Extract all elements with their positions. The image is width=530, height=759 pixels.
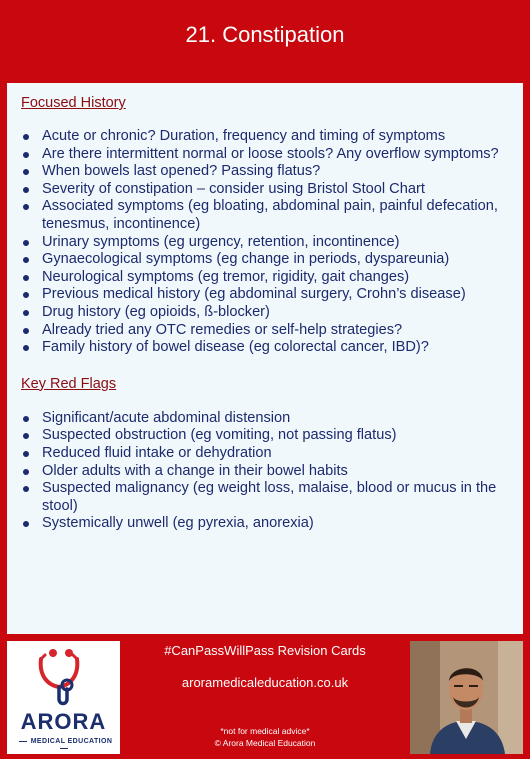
- red-flag-item-text: Significant/acute abdominal distension: [42, 409, 291, 426]
- history-item-text: Acute or chronic? Duration, frequency and timing of symptoms: [42, 128, 446, 144]
- content-card: [7, 83, 523, 634]
- history-item-text: Associated symptoms (eg bloating, abdominal pain, painful defecation, tenesmus, incontinence): [42, 198, 498, 232]
- section-heading-red-flags: Key Red Flags: [21, 375, 117, 392]
- bullet-icon: [23, 152, 29, 158]
- arora-logo: [7, 641, 120, 754]
- history-item: [21, 322, 509, 340]
- bullet-icon: [23, 521, 29, 527]
- history-item: [21, 304, 509, 322]
- history-item-text: Are there intermittent normal or loose stools? Any overflow symptoms?: [42, 145, 499, 162]
- history-item-text: Family history of bowel disease (eg colorectal cancer, IBD)?: [42, 339, 429, 356]
- history-item-text: When bowels last opened? Passing flatus?: [42, 163, 321, 180]
- disclaimer-text: *not for medical advice*: [220, 726, 310, 736]
- red-flag-item: [21, 445, 509, 463]
- red-flag-item-text: Older adults with a change in their bowel habits: [42, 462, 348, 479]
- history-item: [21, 251, 509, 269]
- bullet-icon: [23, 275, 29, 281]
- history-item: [21, 198, 509, 233]
- footer-notes: [120, 725, 410, 749]
- history-item-text: Drug history (eg opioids, ß-blocker): [42, 303, 270, 320]
- bullet-icon: [23, 204, 29, 210]
- website-link[interactable]: aroramedicaleducation.co.uk: [181, 675, 349, 690]
- red-flag-item-text: Reduced fluid intake or dehydration: [42, 444, 272, 461]
- history-item: [21, 146, 509, 164]
- red-flag-item-text: Suspected malignancy (eg weight loss, malaise, blood or mucus in the stool): [42, 480, 497, 514]
- history-item: [21, 128, 509, 146]
- history-item-text: Severity of constipation – consider using Bristol Stool Chart: [42, 180, 425, 197]
- bullet-icon: [23, 416, 29, 422]
- logo-subtitle: MEDICAL EDUCATION: [7, 738, 120, 752]
- history-item-text: Already tried any OTC remedies or self-help strategies?: [42, 321, 403, 338]
- bullet-icon: [23, 292, 29, 298]
- bullet-icon: [23, 345, 29, 351]
- bullet-icon: [23, 469, 29, 475]
- history-item-text: Urinary symptoms (eg urgency, retention, incontinence): [42, 233, 400, 250]
- red-flag-item-text: Suspected obstruction (eg vomiting, not passing flatus): [42, 427, 397, 444]
- bullet-icon: [23, 433, 29, 439]
- red-flags-list: [21, 410, 509, 533]
- bullet-icon: [23, 257, 29, 263]
- presenter-photo: [410, 641, 523, 754]
- history-item: [21, 163, 509, 181]
- history-list: [21, 128, 509, 357]
- presenter-image: [410, 641, 523, 754]
- section-heading-history: Focused History: [21, 95, 126, 111]
- history-item: [21, 339, 509, 357]
- bullet-icon: [23, 187, 29, 193]
- bullet-icon: [23, 240, 29, 246]
- red-flag-item: [21, 410, 509, 428]
- bullet-icon: [23, 134, 29, 140]
- history-item: [21, 269, 509, 287]
- bullet-icon: [23, 310, 29, 316]
- bullet-icon: [23, 169, 29, 175]
- red-flag-item: [21, 427, 509, 445]
- history-item-text: Neurological symptoms (eg tremor, rigidity, gait changes): [42, 268, 410, 285]
- red-flag-item: [21, 515, 509, 533]
- logo-name: ARORA: [20, 709, 107, 734]
- red-flag-item: [21, 480, 509, 515]
- red-flag-item: [21, 463, 509, 481]
- bullet-icon: [23, 328, 29, 334]
- history-item: [21, 181, 509, 199]
- history-item-text: Gynaecological symptoms (eg change in periods, dyspareunia): [42, 251, 450, 268]
- hashtag-text: #CanPassWillPass Revision Cards: [164, 643, 366, 658]
- copyright-text: © Arora Medical Education: [214, 738, 316, 748]
- red-flag-item-text: Systemically unwell (eg pyrexia, anorexia): [42, 515, 314, 532]
- history-item-text: Previous medical history (eg abdominal surgery, Crohn’s disease): [42, 286, 466, 303]
- card-title: 21. Constipation: [185, 22, 345, 47]
- bullet-icon: [23, 451, 29, 457]
- bullet-icon: [23, 486, 29, 492]
- history-item: [21, 286, 509, 304]
- history-item: [21, 234, 509, 252]
